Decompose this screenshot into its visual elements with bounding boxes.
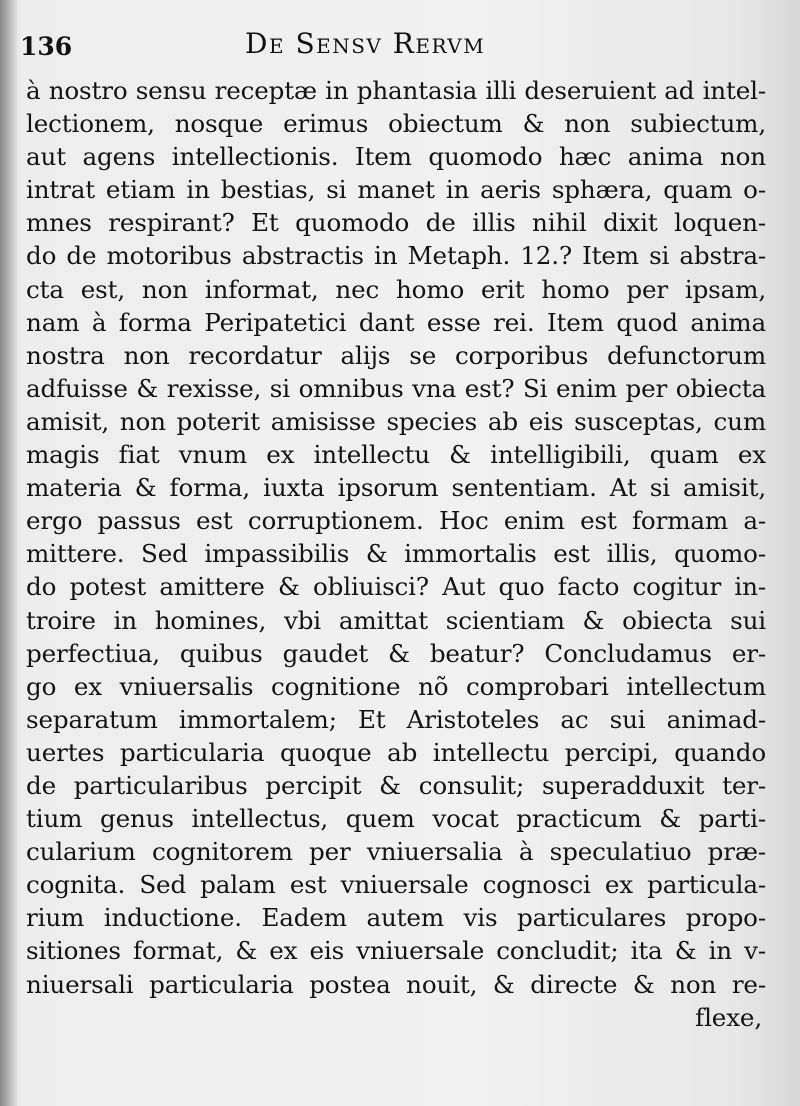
text-line: à nostro sensu receptæ in phantasia illi deseruient ad intel- (26, 76, 766, 105)
text-line: niuersali particularia postea nouit, & directe & non re- (26, 969, 766, 999)
page-number: 136 (20, 32, 73, 61)
text-line: de particularibus percipit & consulit; superadduxit ter- (26, 770, 766, 800)
text-line: cognita. Sed palam est vniuersale cognosci ex particula- (26, 870, 766, 900)
text-line: mnes respirant? Et quomodo de illis nihil dixit loquen- (26, 208, 766, 238)
text-line: flexe, (695, 1002, 762, 1032)
text-line: tium genus intellectus, quem vocat practicum & parti- (26, 804, 766, 834)
text-line: sitiones format, & ex eis vniuersale concludit; ita & in v- (26, 936, 766, 966)
text-line: uertes particularia quoque ab intellectu percipi, quando (26, 737, 766, 767)
page-header (20, 14, 750, 62)
text-line: perfectiua, quibus gaudet & beatur? Concludamus er- (26, 638, 766, 668)
gutter-shadow (0, 0, 18, 1106)
running-head: De Sensv Rervm (245, 27, 486, 60)
text-line: troire in homines, vbi amittat scientiam & obiecta sui (26, 605, 766, 635)
text-line: cularium cognitorem per vniuersalia à speculatiuo præ- (26, 837, 766, 867)
body-text (26, 74, 766, 1034)
text-line: amisit, non poterit amisisse species ab eis susceptas, cum (26, 406, 766, 436)
text-line: separatum immortalem; Et Aristoteles ac sui animad- (26, 704, 766, 734)
text-line: mittere. Sed impassibilis & immortalis est illis, quomo- (26, 539, 766, 569)
text-line: cta est, non informat, nec homo erit homo per ipsam, (26, 274, 766, 304)
text-line: rium inductione. Eadem autem vis particulares propo- (26, 903, 766, 933)
text-line: aut agens intellectionis. Item quomodo hæc anima non (26, 142, 766, 172)
text-line: intrat etiam in bestias, si manet in aeris sphæra, quam o- (26, 175, 766, 205)
text-line: nam à forma Peripatetici dant esse rei. Item quod anima (26, 307, 766, 337)
text-line: do de motoribus abstractis in Metaph. 12.? Item si abstra- (26, 241, 766, 271)
text-line: materia & forma, iuxta ipsorum sententiam. At si amisit, (26, 473, 766, 503)
text-line: magis fiat vnum ex intellectu & intelligibili, quam ex (26, 440, 766, 470)
text-line: ergo passus est corruptionem. Hoc enim est formam a- (26, 506, 766, 536)
text-line: go ex vniuersalis cognitione nõ comprobari intellectum (26, 671, 766, 701)
text-line: lectionem, nosque erimus obiectum & non subiectum, (26, 109, 766, 139)
text-line: do potest amittere & obliuisci? Aut quo facto cogitur in- (26, 572, 766, 602)
text-line: adfuisse & rexisse, si omnibus vna est? Si enim per obiecta (26, 373, 766, 403)
text-line: nostra non recordatur alijs se corporibus defunctorum (26, 340, 766, 370)
